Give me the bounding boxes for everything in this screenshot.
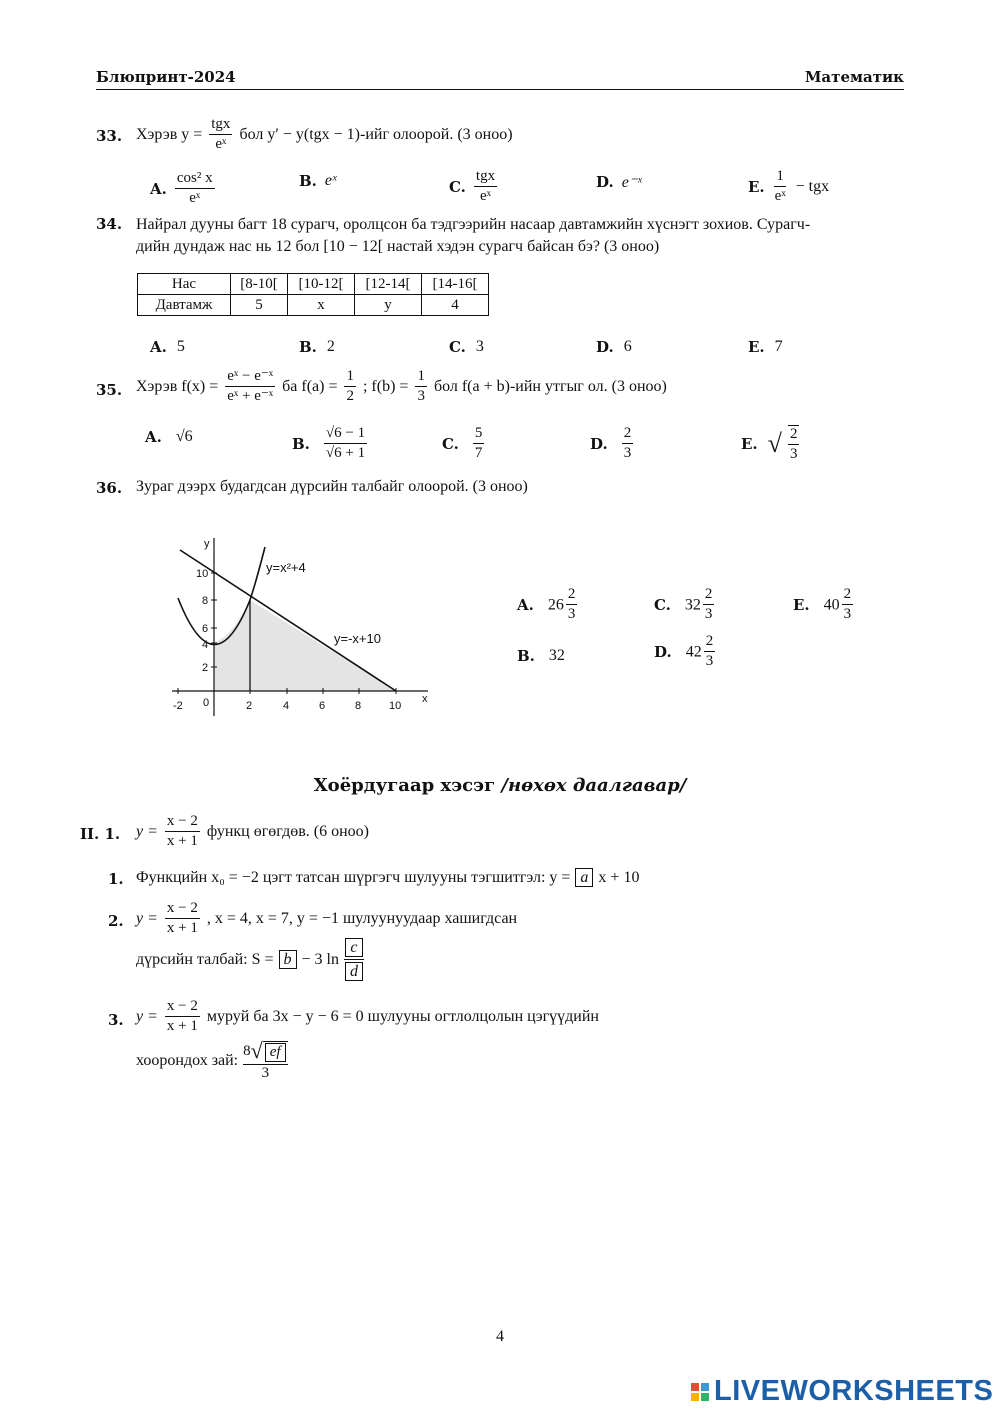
answer-box-a[interactable]: a [575, 868, 593, 887]
brand-name: LIVEWORKSHEETS [714, 1375, 994, 1407]
q35-text: Хэрэв f(x) = $\frac{\text{eˣ − e⁻ˣ}}{\text{eˣ + e⁻ˣ}}$ ба f(a) = $\frac{1}{2}$ ; f(b) = $\frac{1}{3}$ бол f(a + b)-ийн утгыг ол. (3 оноо) [136, 368, 667, 405]
q36-option-b[interactable]: B. 32 [517, 647, 565, 665]
item3-line1: y = $\frac{x - 2}{x + 1}$ муруй ба 3x − y − 6 = 0 шулууны огтлолцолын цэгүүдийн [136, 998, 599, 1035]
q34-option-e[interactable]: E. 7 [748, 338, 783, 356]
x-axis-label: x [422, 693, 428, 705]
q36-option-e[interactable]: E. 40 $\frac{2}{3}$ [793, 586, 852, 623]
item3-number: 3. [108, 1011, 124, 1029]
q35-option-b[interactable]: B. $\frac{√6 - 1}{√6 + 1}$ [292, 425, 366, 462]
q36-option-d[interactable]: D. 42 $\frac{2}{3}$ [654, 633, 714, 670]
y-axis-label: y [204, 538, 210, 550]
brand-logo[interactable] [690, 1375, 993, 1408]
x-tick-label: 6 [319, 700, 326, 712]
q34-option-a[interactable]: A. 5 [150, 338, 185, 356]
q33-option-d[interactable]: D. e⁻ˣ [596, 173, 642, 191]
y-tick-label: 4 [202, 639, 209, 651]
section2-intro: y = $\frac{x - 2}{x + 1}$ функц өгөгдөв. (6 оноо) [136, 813, 369, 850]
q33-option-b[interactable]: B. eˣ [299, 172, 337, 190]
q34-text: Найрал дууны багт 18 сурагч, оролцсон ба тэдгээрийн насаар давтамжийн хүснэгт зохиов. Сурагч- дийн дундаж нас нь 12 бол [10 − 12[ настай хэдэн сурагч байсан бэ? (3 оноо) [136, 216, 811, 255]
frequency-table [137, 273, 489, 316]
table-row: Давтамж 5 x y 4 [138, 295, 489, 316]
answer-box-b[interactable]: b [279, 950, 297, 969]
sqrt-icon: √ [250, 1038, 263, 1063]
header-rule [96, 89, 904, 90]
q34-option-b[interactable]: B. 2 [299, 338, 335, 356]
y-tick-label: 6 [202, 623, 209, 635]
table-row: Нас [8-10[ [10-12[ [12-14[ [14-16[ [138, 274, 489, 295]
page-number: 4 [496, 1328, 504, 1345]
q35-option-c[interactable]: C. $\frac{5}{7}$ [442, 425, 483, 462]
q36-option-c[interactable]: C. 32 $\frac{2}{3}$ [654, 586, 713, 623]
line-label: y=-x+10 [334, 631, 381, 646]
y-tick-label: 10 [196, 568, 209, 580]
q33-option-a[interactable]: A. $\frac{\text{cos² x}}{\text{eˣ}}$ [150, 170, 213, 207]
answer-box-d[interactable]: d [345, 962, 363, 981]
item1-text: Функцийн x₀ = −2 цэгт татсан шүргэгч шулууны тэгшитгэл: y = a x + 10 [136, 868, 640, 886]
sqrt-icon: √ [767, 429, 782, 459]
q36-text: Зураг дээрх будагдсан дүрсийн талбайг олоорой. (3 оноо) [136, 478, 528, 495]
header-left: Блюпринт-2024 [96, 68, 236, 86]
y-tick-label: 8 [202, 595, 209, 607]
answer-box-c[interactable]: c [345, 938, 362, 957]
item2-number: 2. [108, 912, 124, 930]
x-tick-label: 10 [389, 700, 402, 712]
x-tick-label: 4 [283, 700, 290, 712]
q35-option-d[interactable]: D. $\frac{2}{3}$ [590, 425, 632, 462]
section2-intro-number: II. 1. [80, 825, 121, 843]
area-graph [160, 530, 450, 720]
q36-number: 36. [96, 479, 123, 497]
q34-option-c[interactable]: C. 3 [449, 338, 484, 356]
brand-grid-icon [690, 1382, 710, 1402]
x-tick-label: -2 [173, 700, 183, 712]
q35-option-a[interactable]: A. √6 [145, 428, 193, 446]
item2-line2: дүрсийн талбай: S = b − 3 ln c d [136, 938, 364, 981]
q35-option-e[interactable]: E. √ $\frac{2}{3}$ [741, 426, 798, 463]
q33-number: 33. [96, 127, 123, 145]
q34-option-d[interactable]: D. 6 [596, 338, 632, 356]
y-tick-label: 2 [202, 662, 209, 674]
q33-fraction: $\frac{\text{tgx}}{\text{eˣ}}$ [211, 116, 231, 153]
item2-line1: y = $\frac{x - 2}{x + 1}$ , x = 4, x = 7, y = −1 шулуунуудаар хашигдсан [136, 900, 518, 937]
item1-number: 1. [108, 870, 124, 888]
x-tick-label: 0 [203, 697, 210, 709]
item3-line2: хоорондох зай: 8 √ ef 3 [136, 1040, 288, 1082]
section-title: Хоёрдугаар хэсэг /нөхөх даалгавар/ [313, 775, 687, 796]
parabola-label: y=x²+4 [266, 560, 306, 575]
q33-option-c[interactable]: C. $\frac{\text{tgx}}{\text{eˣ}}$ [449, 168, 496, 205]
answer-box-ef[interactable]: ef [265, 1043, 286, 1062]
q35-number: 35. [96, 381, 123, 399]
q36-option-a[interactable]: A. 26 $\frac{2}{3}$ [517, 586, 576, 623]
x-tick-label: 2 [246, 700, 253, 712]
q33-text: Хэрэв y = $\frac{\text{tgx}}{\text{eˣ}}$ бол y′ − y(tgx − 1)-ийг олоорой. (3 оноо) [136, 116, 513, 153]
header-right: Математик [804, 68, 904, 86]
q34-number: 34. [96, 215, 123, 233]
q33-option-e[interactable]: E. $\frac{1}{\text{eˣ}}$ − tgx [748, 168, 830, 205]
x-tick-label: 8 [355, 700, 362, 712]
